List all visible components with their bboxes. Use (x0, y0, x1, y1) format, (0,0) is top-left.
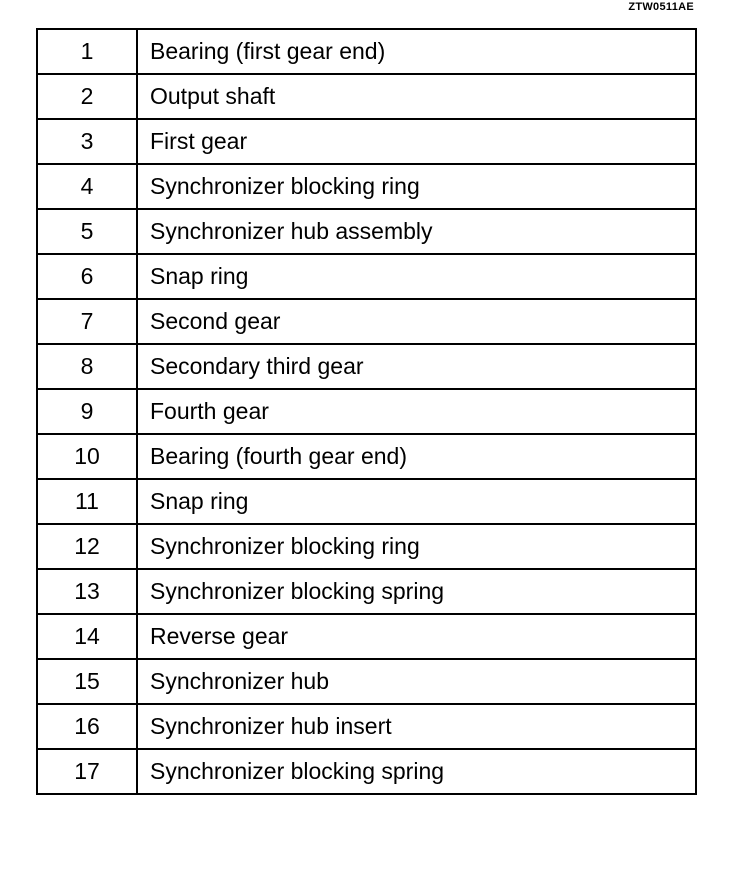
table-row (37, 614, 696, 659)
part-description: Synchronizer hub insert (137, 704, 696, 749)
part-number: 7 (37, 299, 137, 344)
table-row (37, 569, 696, 614)
part-description: Bearing (first gear end) (137, 29, 696, 74)
reference-code: ZTW0511AE (628, 1, 694, 13)
part-description: Synchronizer hub (137, 659, 696, 704)
part-description: First gear (137, 119, 696, 164)
part-description: Synchronizer blocking ring (137, 524, 696, 569)
table-row (37, 524, 696, 569)
table-row (37, 254, 696, 299)
part-number: 6 (37, 254, 137, 299)
table-row (37, 209, 696, 254)
part-number: 17 (37, 749, 137, 794)
part-number: 14 (37, 614, 137, 659)
part-description: Secondary third gear (137, 344, 696, 389)
parts-legend-table (36, 28, 697, 795)
table-row (37, 344, 696, 389)
part-description: Snap ring (137, 479, 696, 524)
table-row (37, 74, 696, 119)
part-description: Synchronizer blocking spring (137, 749, 696, 794)
part-description: Output shaft (137, 74, 696, 119)
part-description: Synchronizer blocking ring (137, 164, 696, 209)
part-description: Reverse gear (137, 614, 696, 659)
table-row (37, 29, 696, 74)
part-number: 13 (37, 569, 137, 614)
table-row (37, 389, 696, 434)
part-description: Snap ring (137, 254, 696, 299)
table-row (37, 659, 696, 704)
table-row (37, 299, 696, 344)
table-row (37, 749, 696, 794)
part-number: 3 (37, 119, 137, 164)
part-number: 12 (37, 524, 137, 569)
part-number: 4 (37, 164, 137, 209)
part-number: 11 (37, 479, 137, 524)
table-row (37, 164, 696, 209)
part-description: Bearing (fourth gear end) (137, 434, 696, 479)
part-number: 9 (37, 389, 137, 434)
part-number: 16 (37, 704, 137, 749)
table-row (37, 479, 696, 524)
part-number: 15 (37, 659, 137, 704)
part-description: Second gear (137, 299, 696, 344)
table-row (37, 119, 696, 164)
part-description: Synchronizer blocking spring (137, 569, 696, 614)
part-number: 5 (37, 209, 137, 254)
part-number: 10 (37, 434, 137, 479)
part-number: 8 (37, 344, 137, 389)
part-number: 1 (37, 29, 137, 74)
table-row (37, 434, 696, 479)
part-number: 2 (37, 74, 137, 119)
part-description: Fourth gear (137, 389, 696, 434)
table-row (37, 704, 696, 749)
part-description: Synchronizer hub assembly (137, 209, 696, 254)
